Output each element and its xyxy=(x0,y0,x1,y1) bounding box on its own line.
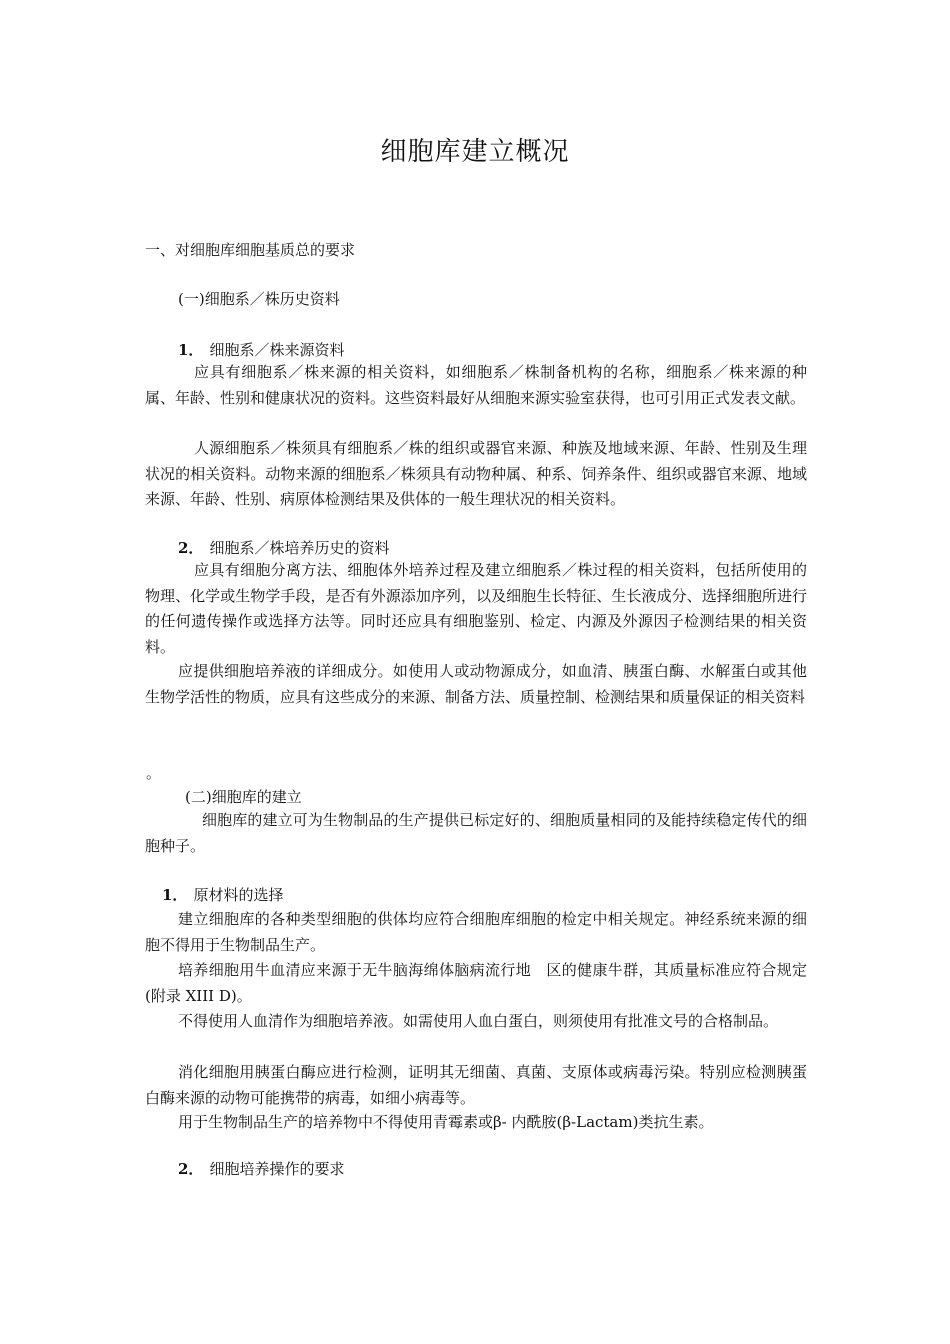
subsection-heading-history: (一)细胞系／株历史资料 xyxy=(178,290,340,308)
paragraph: 消化细胞用胰蛋白酶应进行检测，证明其无细菌、真菌、支原体或病毒污染。特别应检测胰蛋白酶来源的动物可能携带的病毒，如细小病毒等。 xyxy=(145,1063,807,1107)
subsection-heading-bank: (二)细胞库的建立 xyxy=(185,788,302,806)
item-heading-source xyxy=(178,339,344,361)
document-title: 细胞库建立概况 xyxy=(380,137,570,167)
item-heading-text: 细胞培养操作的要求 xyxy=(209,1160,345,1178)
paragraph: 建立细胞库的各种类型细胞的供体均应符合细胞库细胞的检定中相关规定。神经系统来源的细胞不得用于生物制品生产。 xyxy=(145,910,807,954)
trailing-punctuation: 。 xyxy=(146,764,162,782)
paragraph: 细胞库的建立可为生物制品的生产提供已标定好的、细胞质量相同的及能持续稳定传代的细胞种子。 xyxy=(145,811,807,855)
item-number: 1． xyxy=(162,886,188,904)
paragraph: 应提供细胞培养液的详细成分。如使用人或动物源成分，如血清、胰蛋白酶、水解蛋白或其他生物学活性的物质，应具有这些成分的来源、制备方法、质量控制、检测结果和质量保证的相关资料 xyxy=(145,662,807,706)
item-heading-materials xyxy=(162,884,283,906)
item-heading-text: 细胞系／株培养历史的资料 xyxy=(209,539,390,557)
paragraph: 用于生物制品生产的培养物中不得使用青霉素或β- 内酰胺(β-Lactam)类抗生素。 xyxy=(178,1113,714,1131)
item-heading-text: 原材料的选择 xyxy=(193,886,284,904)
item-number: 1． xyxy=(178,341,204,359)
item-heading-operation xyxy=(178,1158,344,1180)
paragraph: 培养细胞用牛血清应来源于无牛脑海绵体脑病流行地 区的健康牛群，其质量标准应符合规定(附录 XIII D)。 xyxy=(145,961,807,1005)
paragraph: 应具有细胞系／株来源的相关资料，如细胞系／株制备机构的名称，细胞系／株来源的种属、年龄、性别和健康状况的资料。这些资料最好从细胞来源实验室获得，也可引用正式发表文献。 xyxy=(145,363,807,407)
paragraph: 应具有细胞分离方法、细胞体外培养过程及建立细胞系／株过程的相关资料，包括所使用的物理、化学或生物学手段，是否有外源添加序列，以及细胞生长特征、生长液成分、选择细胞所进行的任何遗传操作或选择方法等。同时还应具有细胞鉴别、检定、内源及外源因子检测结果的相关资料。 xyxy=(145,561,807,656)
item-heading-culture xyxy=(178,537,389,559)
paragraph: 不得使用人血清作为细胞培养液。如需使用人血白蛋白，则须使用有批准文号的合格制品。 xyxy=(178,1012,779,1030)
paragraph: 人源细胞系／株须具有细胞系／株的组织或器官来源、种族及地域来源、年龄、性别及生理状况的相关资料。动物来源的细胞系／株须具有动物种属、种系、饲养条件、组织或器官来源、地域来源、年龄、性别、病原体检测结果及供体的一般生理状况的相关资料。 xyxy=(145,439,807,508)
item-heading-text: 细胞系／株来源资料 xyxy=(209,341,345,359)
item-number: 2． xyxy=(178,1160,204,1178)
item-number: 2． xyxy=(178,539,204,557)
section-heading: 一、对细胞库细胞基质总的要求 xyxy=(145,241,356,259)
